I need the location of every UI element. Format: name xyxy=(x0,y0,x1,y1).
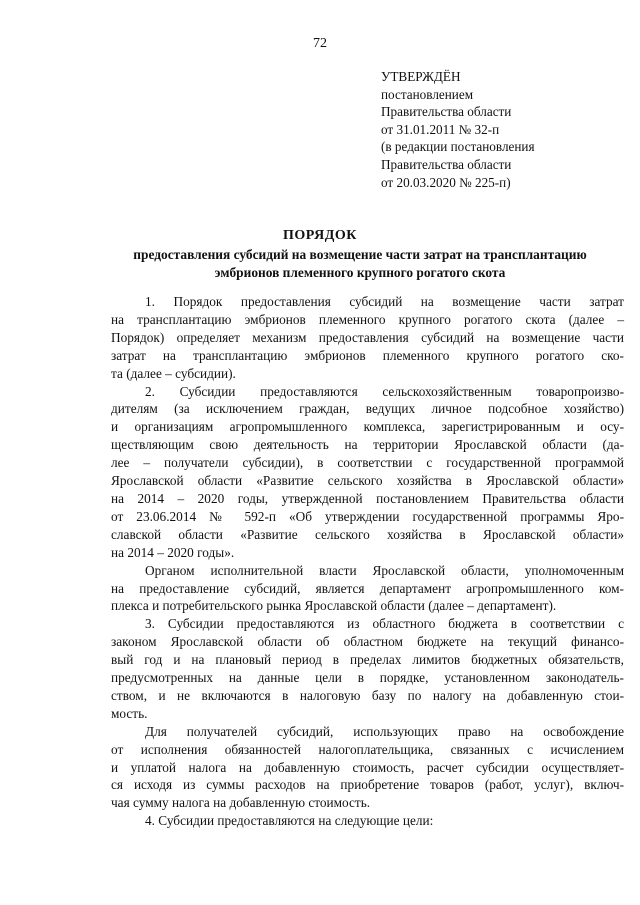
approval-line: от 31.01.2011 № 32-п xyxy=(381,121,500,137)
body-line: от исполнения обязанностей налогоплательщика, связанных с исчислением xyxy=(111,741,624,757)
body-line: 1. Порядок предоставления субсидий на возмещение части затрат xyxy=(145,294,624,309)
subtitle-line: эмбрионов племенного крупного рогатого скота xyxy=(214,264,506,280)
body-line: ществляющим свою деятельность на территории Ярославской области (да- xyxy=(111,437,624,453)
body-line: 4. Субсидии предоставляются на следующие цели: xyxy=(145,813,434,829)
body-line: Ярославской области «Развитие сельского хозяйства в Ярославской области» xyxy=(111,473,624,489)
body-line: и организациям агропромышленного комплекса, зарегистрированным и осу- xyxy=(111,419,624,435)
body-line: затрат на трансплантацию эмбрионов племенного крупного рогатого ско- xyxy=(111,347,624,363)
body-line: 2. Субсидии предоставляются сельскохозяйственным товаропроизво- xyxy=(145,383,624,399)
body-line: законом Ярославской области об областном бюджете на текущий финансо- xyxy=(111,634,624,650)
approval-line: Правительства области xyxy=(381,104,512,120)
document-title: ПОРЯДОК xyxy=(283,228,357,243)
document-subtitle xyxy=(100,246,620,281)
page-number: 72 xyxy=(313,36,327,51)
body-line: на 2014 – 2020 годы, утвержденной постановлением Правительства области xyxy=(111,490,624,506)
body-line: на 2014 – 2020 годы». xyxy=(111,544,235,560)
body-line: чая сумму налога на добавленную стоимость. xyxy=(111,795,371,811)
body-line: Органом исполнительной власти Ярославской области, уполномоченным xyxy=(145,562,624,578)
approval-stamp xyxy=(381,68,535,191)
subtitle-line: предоставления субсидий на возмещение части затрат на трансплантацию xyxy=(133,247,587,262)
body-line: славской области «Развитие сельского хозяйства в Ярославской области» xyxy=(111,526,624,542)
document-body xyxy=(111,293,624,830)
body-line: ством, и не включаются в налоговую базу по налогу на добавленную стои- xyxy=(111,687,624,703)
body-line: 3. Субсидии предоставляются из областного бюджета в соответствии с xyxy=(145,616,624,632)
body-line: на предоставление субсидий, является департамент агропромышленного ком- xyxy=(111,580,624,596)
body-line: лее – получатели субсидии), в соответствии с государственной программой xyxy=(111,455,624,471)
body-line: та (далее – субсидии). xyxy=(111,365,236,381)
approval-line: постановлением xyxy=(381,86,474,102)
body-line: на трансплантацию эмбрионов племенного крупного рогатого скота (далее – xyxy=(111,311,624,327)
approval-line: (в редакции постановления xyxy=(381,139,535,155)
approval-line: УТВЕРЖДЁН xyxy=(381,69,461,84)
body-line: вый год и на плановый период в пределах лимитов бюджетных обязательств, xyxy=(111,652,624,668)
body-line: Порядок) определяет механизм предоставления субсидий на возмещение части xyxy=(111,329,624,345)
body-line: ся исходя из суммы расходов на приобретение товаров (работ, услуг), включ- xyxy=(111,777,624,793)
body-line: Для получателей субсидий, использующих право на освобождение xyxy=(145,723,624,739)
body-line: от 23.06.2014 № 592-п «Об утверждении государственной программы Яро- xyxy=(111,508,624,524)
body-line: мость. xyxy=(111,705,148,721)
body-line: предусмотренных на данные цели в порядке, установленном законодатель- xyxy=(111,670,624,686)
approval-line: от 20.03.2020 № 225-п) xyxy=(381,174,511,190)
approval-line: Правительства области xyxy=(381,156,512,172)
body-line: и уплатой налога на добавленную стоимость, расчет субсидии осуществляет- xyxy=(111,759,624,775)
body-line: дителям (за исключением граждан, ведущих личное подсобное хозяйство) xyxy=(111,401,624,417)
body-line: плекса и потребительского рынка Ярославской области (далее – департамент). xyxy=(111,598,557,614)
